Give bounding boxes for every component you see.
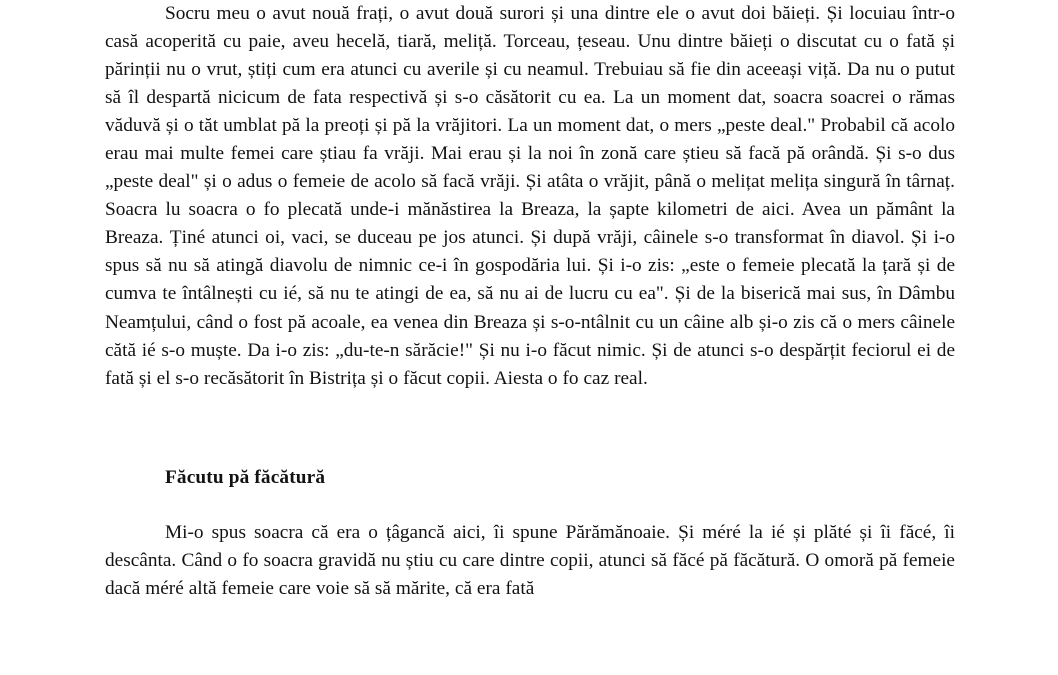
text-column [105, 0, 955, 603]
vertical-spacer-before-heading [105, 393, 955, 464]
vertical-spacer-after-heading [105, 492, 955, 519]
paragraph-narrative-mi-o-spus-soacra: Mi-o spus soacra că era o țâgancă aici, îi spune Părămănoaie. Și méré la ié și plăté și îi făcé, îi descânta. Când o fo soacra gravidă nu știu cu care dintre copii, atunci să făcé pă făcătură. O omoră pă femeie dacă méré altă femeie care voie să să mărite, că era fată [105, 521, 955, 599]
paragraph-narrative-socru-meu: Socru meu o avut nouă frați, o avut două surori și una dintre ele o avut doi băieți. Și locuiau într-o casă acoperită cu paie, aveu hecelă, tiară, meliță. Torceau, țeseau. Unu dintre băieți o discutat cu o fată și părinții nu o vrut, știți cum era atunci cu averile și cu neamul. Trebuiau să fie din aceeași viță. Da nu o putut să îl despartă nicicum de fata respectivă și s-o căsătorit cu ea. La un moment dat, soacra soacrei o rămas văduvă și o tăt umblat pă la preoți și pă la vrăjitori. La un moment dat, o mers „peste deal." Probabil că acolo erau mai multe femei care știau fa vrăji. Mai erau și la noi în zonă care știeu să facă pă orândă. Și s-o dus „peste deal" și o adus o femeie de acolo să facă vrăji. Și atâta o vrăjit, până o melițat melița singură în târnaț. Soacra lu soacra o fo plecată unde-i mănăstirea la Breaza, la șapte kilometri de aici. Avea un pământ la Breaza. Ținé atunci oi, vaci, se duceau pe jos atunci. Și după vrăji, câinele s-o transformat în diavol. Și i-o spus să nu să atingă diavolu de nimnic ce-i în gospodăria lui. Și i-o zis: „este o femeie plecată la țară și de cumva te întâlnești cu ié, să nu te atingi de ea, să nu ai de lucru cu ea". Și de la biserică mai sus, în Dâmbu Neamțului, când o fost pă acoale, ea venea din Breaza și s-o-ntâlnit cu un câine alb și-o zis că o mers câinele cătă ié s-o muște. Da i-o zis: „du-te-n sărăcie!" Și nu i-o făcut nimic. Și de atunci s-o despărțit feciorul ei de fată și el s-o recăsătorit în Bistrița și o făcut copii. Aiesta o fo caz real. [105, 3, 955, 389]
section-heading-facutu-pa-facatura: Făcutu pă făcătură [165, 466, 326, 488]
